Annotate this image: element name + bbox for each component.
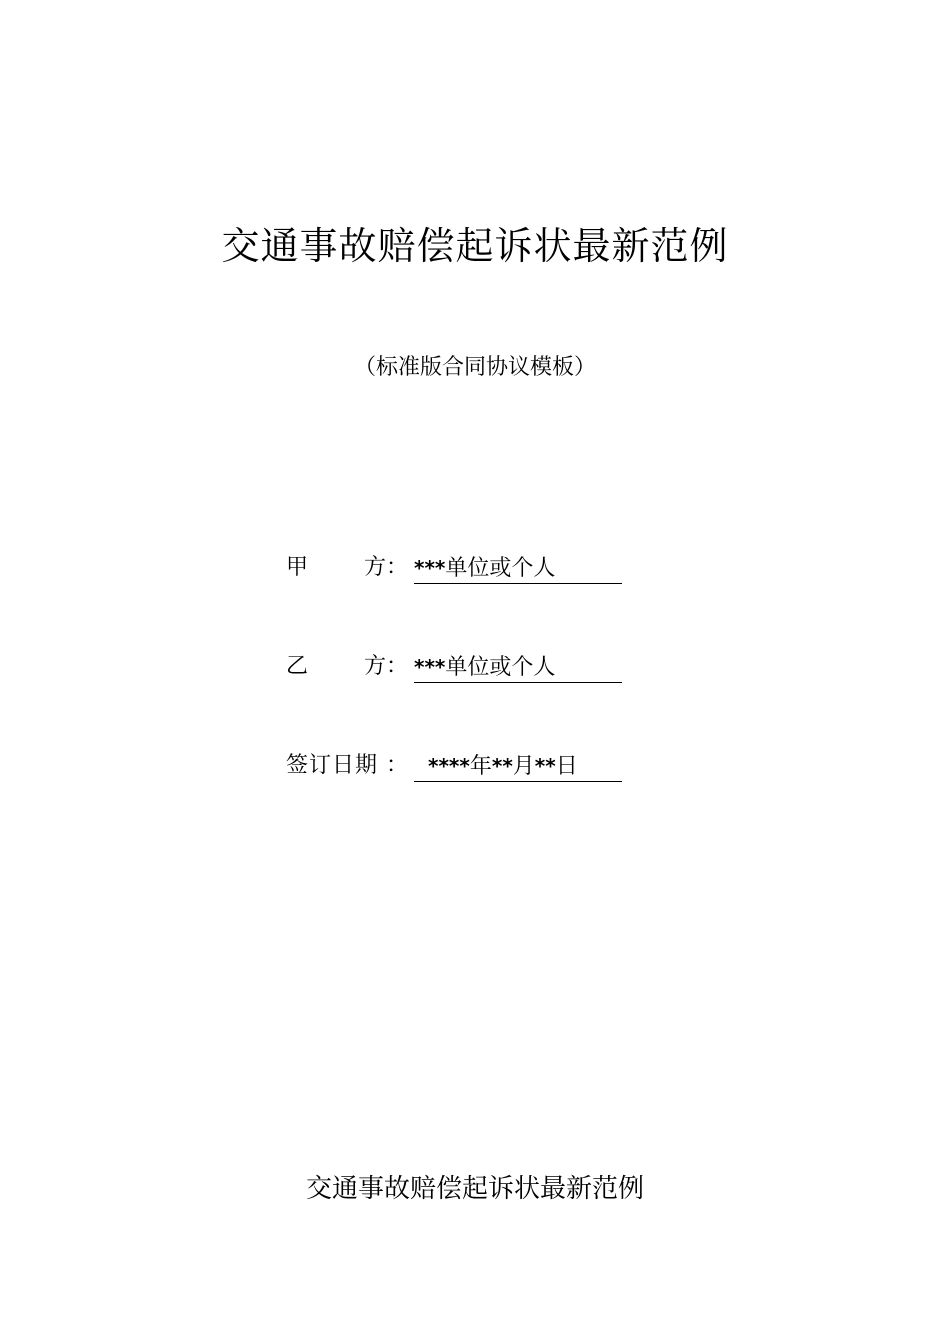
- document-subtitle: （标准版合同协议模板）: [353, 355, 596, 380]
- sign-date-day-char: 日: [555, 754, 578, 779]
- party-b-fill-line: [414, 649, 622, 683]
- party-b-label-first: 乙: [286, 654, 309, 679]
- party-a-label-last: 方: [364, 555, 387, 580]
- sign-date-fill-line: [414, 748, 622, 782]
- sign-date-year-char: 年: [469, 754, 492, 779]
- party-a-value-stars: ***: [414, 556, 446, 580]
- party-b-colon: ：: [386, 654, 409, 679]
- sign-date-label: 签订日期: [286, 753, 379, 778]
- sign-date-year-stars: ****: [428, 754, 470, 778]
- party-a-colon: ：: [386, 555, 409, 580]
- party-b-value: [414, 649, 555, 686]
- sign-date-month-stars: **: [491, 754, 513, 778]
- party-a-value-text: 单位或个人: [445, 556, 556, 581]
- sign-date-colon: ：: [386, 753, 409, 778]
- party-b-label-last: 方: [364, 654, 387, 679]
- sign-date-value: [428, 748, 578, 785]
- party-a-value: [414, 550, 555, 587]
- sign-date-day-stars: **: [534, 754, 556, 778]
- document-title: 交通事故赔偿起诉状最新范例: [221, 224, 729, 268]
- party-b-value-stars: ***: [414, 655, 446, 679]
- party-b-value-text: 单位或个人: [445, 655, 556, 680]
- sign-date-month-char: 月: [512, 754, 535, 779]
- footer-title: 交通事故赔偿起诉状最新范例: [305, 1174, 644, 1204]
- party-a-fill-line: [414, 550, 622, 584]
- party-a-label-first: 甲: [286, 555, 309, 580]
